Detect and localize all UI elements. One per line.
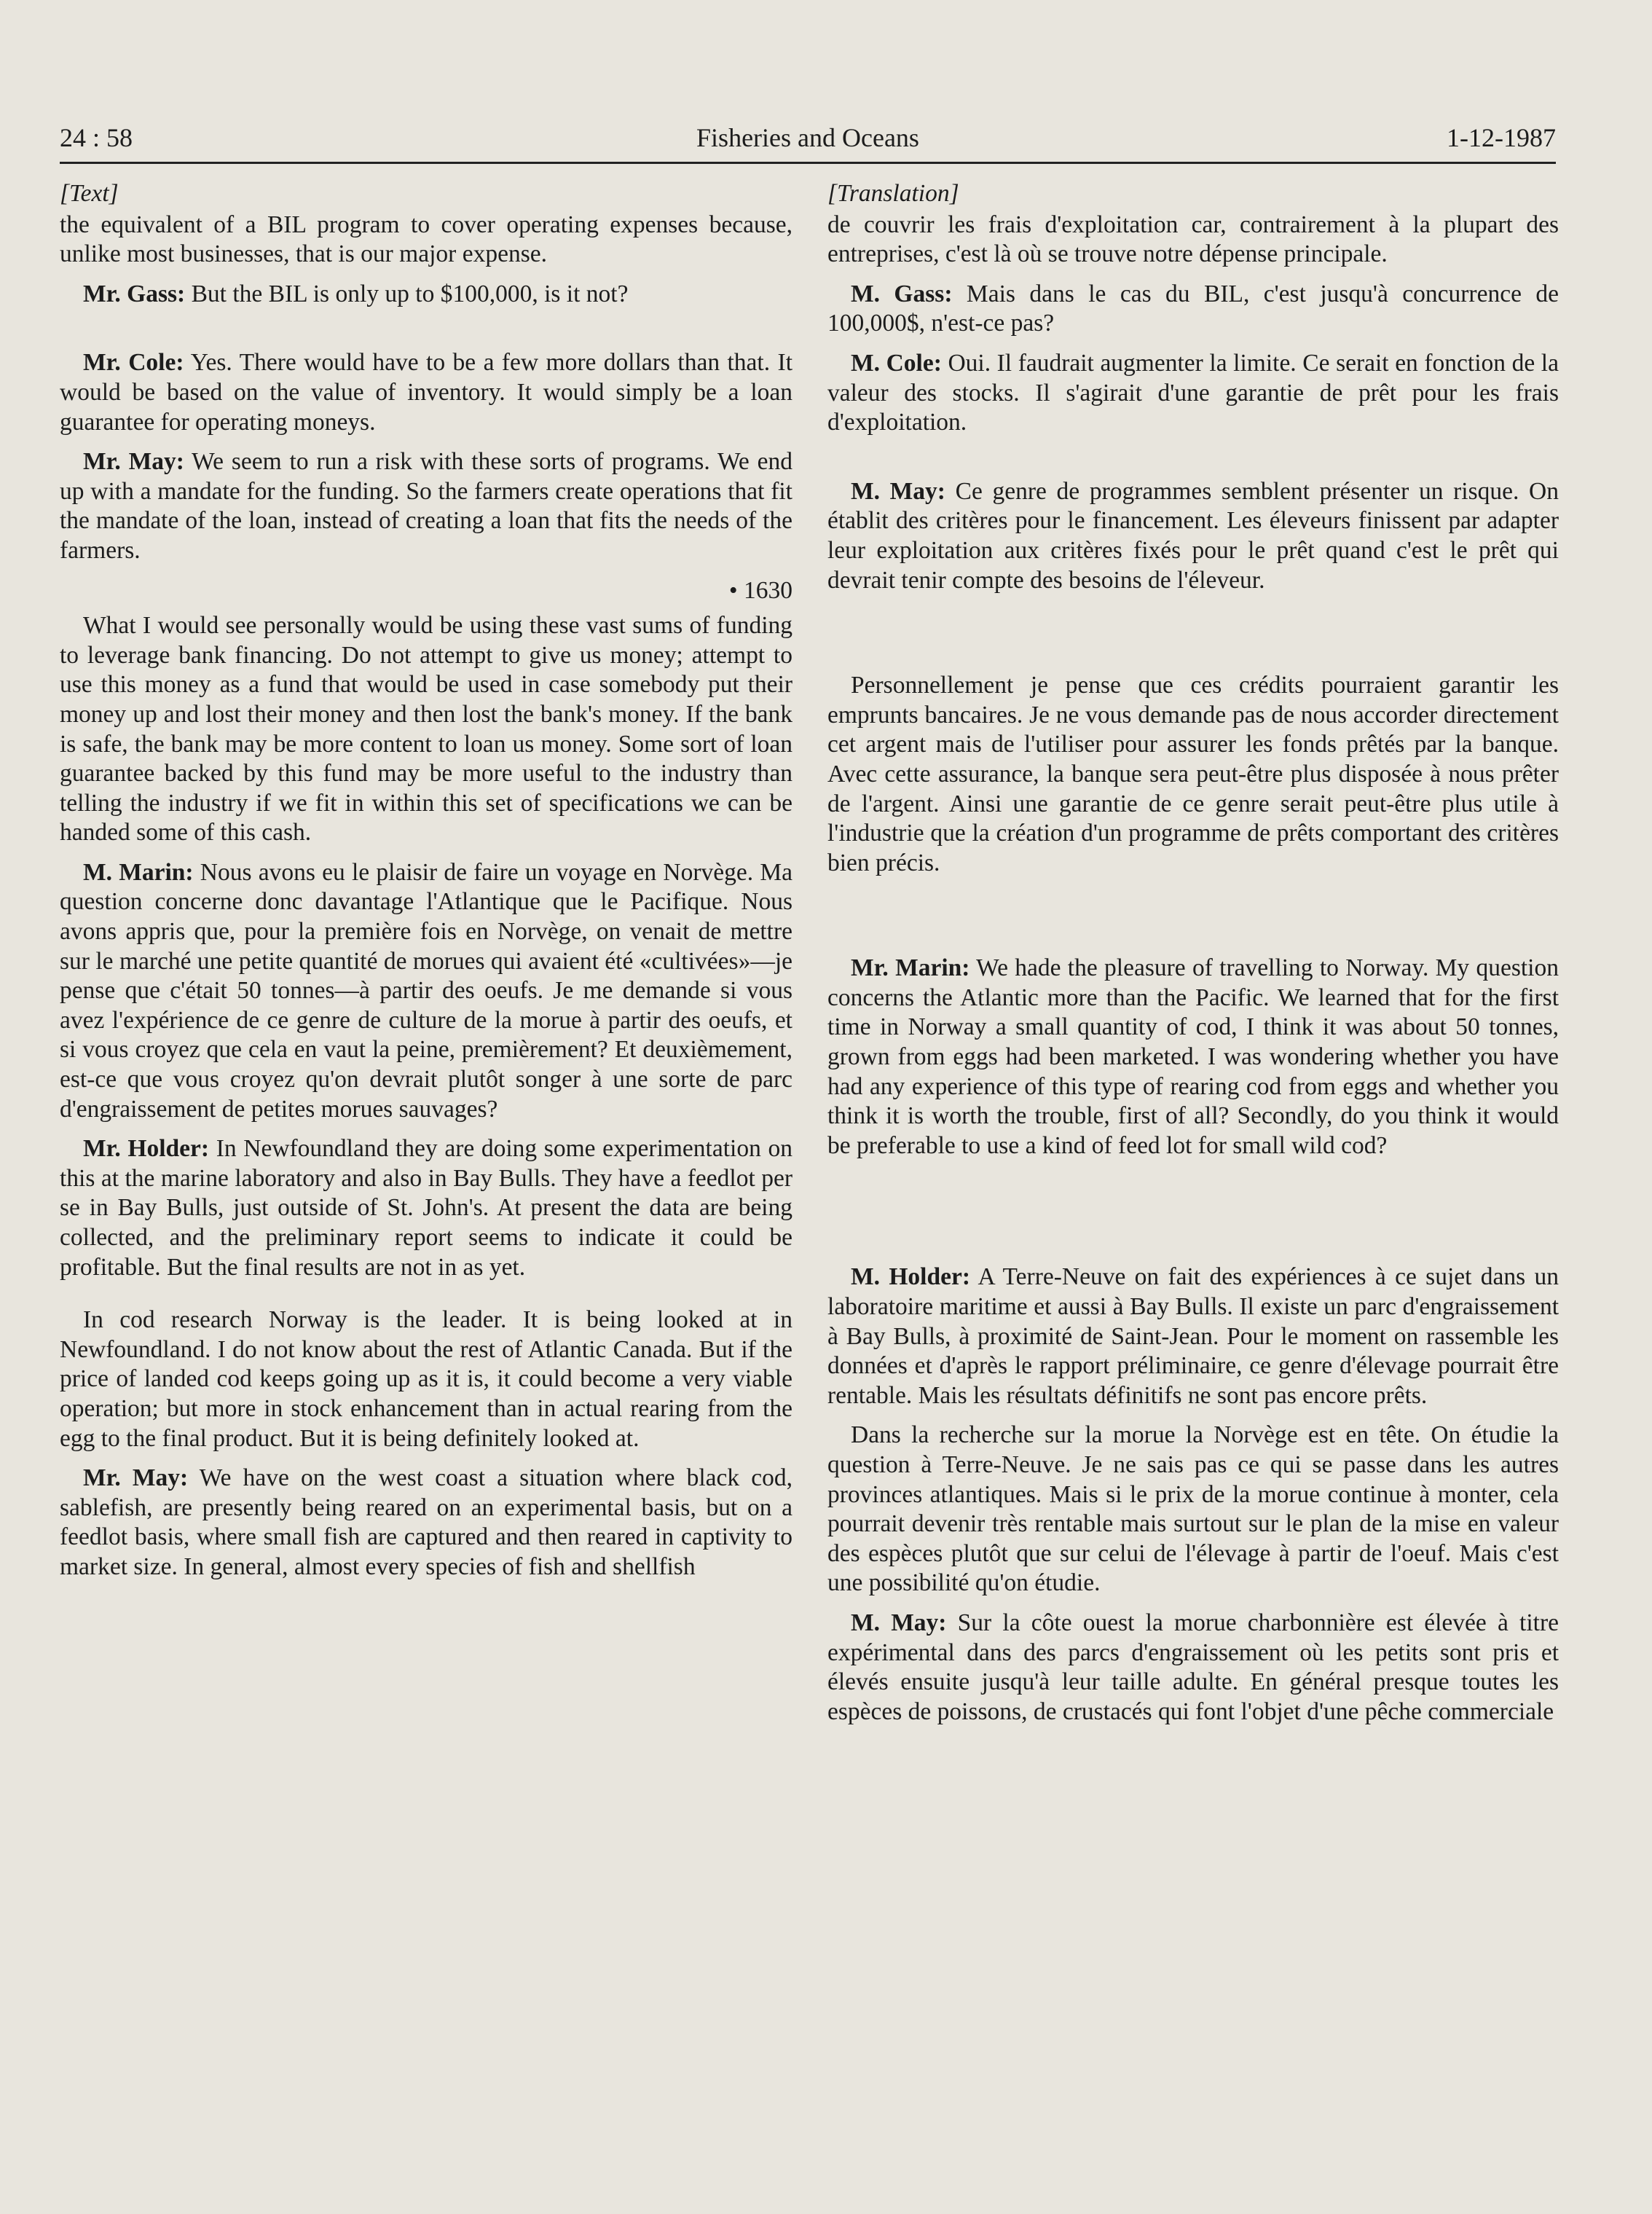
speaker-name: M. Holder: xyxy=(851,1263,970,1291)
speaker-name: M. Marin: xyxy=(83,858,194,886)
header-rule xyxy=(60,162,1556,164)
speaker-name: Mr. May: xyxy=(83,448,184,476)
speech xyxy=(827,1263,1559,1410)
speech xyxy=(60,280,792,310)
speech xyxy=(827,280,1559,339)
paragraph: de couvrir les frais d'exploitation car, contrairement à la plupart des entreprises, c'est là où se trouve notre dépense principale. xyxy=(827,211,1559,268)
running-header xyxy=(60,122,1556,162)
header-title: Fisheries and Oceans xyxy=(696,123,919,152)
header-date: 1-12-1987 xyxy=(1447,123,1556,152)
speaker-name: M. May: xyxy=(851,477,945,505)
speaker-name: M. May: xyxy=(851,1609,947,1636)
right-column xyxy=(827,179,1559,1737)
speech-text: Yes. There would have to be a few more dollars than that. It would be based on the value of inventory. It would simply be a loan guarantee for operating moneys. xyxy=(60,349,792,436)
speaker-name: M. Gass: xyxy=(851,280,953,307)
paragraph: What I would see personally would be using these vast sums of funding to leverage bank financing. Do not attempt to give us money; attempt to use this money as a fund that would be used in case somebody put their money up and lost their money and then lost the bank's money. If the bank is safe, the bank may be more content to loan us money. Some sort of loan guarantee backed by this fund may be more useful to the industry than telling the industry if we fit in within this set of specifications we can be handed some of this cash. xyxy=(60,612,792,847)
speech-text: We have on the west coast a situation where black cod, sablefish, are presently being reared on an experimental basis, but on a feedlot basis, where small fish are captured and then reared in captivity to market size. In general, almost every species of fish and shellfish xyxy=(60,1464,793,1580)
speaker-name: Mr. May: xyxy=(83,1464,189,1492)
speech xyxy=(60,1464,792,1582)
speaker-name: Mr. Cole: xyxy=(83,349,184,377)
speech xyxy=(60,858,792,1124)
speaker-name: Mr. Marin: xyxy=(851,954,970,982)
speech xyxy=(827,477,1559,595)
paragraph: Dans la recherche sur la morue la Norvège est en tête. On étudie la question à Terre-Neuve. Je ne sais pas ce qui se passe dans les autres provinces atlantiques. Mais si le prix de la morue continue à monter, cela pourrait devenir très rentable mais surtout sur le plan de la mise en valeur des espèces plutôt que sur celui de l'élevage à partir de l'oeuf. Mais c'est une possibilité qu'on étudie. xyxy=(827,1421,1559,1597)
column-label: [Translation] xyxy=(827,180,959,207)
speech-text: Ce genre de programmes semblent présenter un risque. On établit des critères pour le financement. Les éleveurs finissent par adapter leur exploitation aux critères fixés pour le prêt quand c'est le prêt qui devrait tenir compte des besoins de l'éleveur. xyxy=(827,477,1559,594)
speech xyxy=(827,1609,1559,1727)
paragraph: Personnellement je pense que ces crédits pourraient garantir les emprunts bancaires. Je ne vous demande pas de nous accorder directement cet argent mais de l'utiliser pour assurer les fonds prêtés par la banque. Avec cette assurance, la banque sera peut-être plus disposée à nous prêter de l'argent. Ainsi une garantie de ce genre serait peut-être plus utile à l'industrie que la création d'un programme de prêts comportant des critères bien précis. xyxy=(827,672,1559,876)
speech-text: Oui. Il faudrait augmenter la limite. Ce serait en fonction de la valeur des stocks. Il s'agirait d'une garantie de prêt pour les frais d'exploitation. xyxy=(827,349,1559,436)
timestamp: • 1630 xyxy=(728,576,792,604)
paragraph: the equivalent of a BIL program to cover operating expenses because, unlike most businesses, that is our major expense. xyxy=(60,211,792,268)
paragraph: In cod research Norway is the leader. It is being looked at in Newfoundland. I do not know about the rest of Atlantic Canada. But if the price of landed cod keeps going up as it is, it could become a very viable operation; but more in stock enhancement than in actual rearing from the egg to the final product. But it is being definitely looked at. xyxy=(60,1306,792,1452)
speech-text: We seem to run a risk with these sorts of programs. We end up with a mandate for the funding. So the farmers create operations that fit the mandate of the loan, instead of creating a loan that fits the needs of the farmers. xyxy=(60,448,792,564)
speech-text: In Newfoundland they are doing some experimentation on this at the marine laboratory and also in Bay Bulls. They have a feedlot per se in Bay Bulls, just outside of St. John's. At present the data are being collected, and the preliminary report seems to indicate it could be profitable. But the final results are not in as yet. xyxy=(60,1135,792,1281)
speech-text: Mais dans le cas du BIL, c'est jusqu'à concurrence de 100,000$, n'est-ce pas? xyxy=(827,280,1559,337)
left-column xyxy=(60,179,792,1593)
speech-text: We hade the pleasure of travelling to Norway. My question concerns the Atlantic more than the Pacific. We learned that for the first time in Norway a small quantity of cod, I think it was about 50 tonnes, grown from eggs had been marketed. I was wondering whether you have had any experience of this type of rearing cod from eggs and whether you think it is worth the trouble, first of all? Secondly, do you think it would be preferable to use a kind of feed lot for small wild cod? xyxy=(827,954,1559,1159)
page-number: 24 : 58 xyxy=(60,123,133,152)
speech xyxy=(60,348,792,437)
speech-text: Nous avons eu le plaisir de faire un voyage en Norvège. Ma question concerne donc davantage l'Atlantique que le Pacifique. Nous avons appris que, pour la première fois en Norvège, on venait de mettre sur le marché une petite quantité de morues qui avaient été «cultivées»—je pense que c'était 50 tonnes—à partir des oeufs. Je me demande si vous avez l'expérience de ce genre de culture de la morue à partir des oeufs, et si vous croyez que cela en vaut la peine, premièrement? Et deuxièmement, est-ce que vous croyez qu'on devrait plutôt songer à une sorte de parc d'engraissement de petites morues sauvages? xyxy=(60,858,792,1123)
column-label: [Text] xyxy=(60,180,119,207)
speech xyxy=(60,1134,792,1282)
speech xyxy=(60,447,792,565)
speaker-name: Mr. Gass: xyxy=(83,280,186,307)
speaker-name: Mr. Holder: xyxy=(83,1135,210,1163)
speech xyxy=(827,954,1559,1161)
speech xyxy=(827,349,1559,438)
speech-text: A Terre-Neuve on fait des expériences à ce sujet dans un laboratoire maritime et aussi à Bay Bulls. Il existe un parc d'engraissement à Bay Bulls, à proximité de Saint-Jean. Pour le moment on rassemble les données et d'après le rapport préliminaire, ce genre d'élevage pourrait être rentable. Mais les résultats définitifs ne sont pas encore prêts. xyxy=(827,1263,1559,1409)
speaker-name: M. Cole: xyxy=(851,349,942,377)
speech-text: Sur la côte ouest la morue charbonnière est élevée à titre expérimental dans des parcs d'engraissement où les petits sont pris et élevés ensuite jusqu'à leur taille adulte. En général presque toutes les espèces de poissons, de crustacés qui font l'objet d'une pêche commerciale xyxy=(827,1609,1559,1725)
speech-text: But the BIL is only up to $100,000, is it not? xyxy=(185,280,629,307)
